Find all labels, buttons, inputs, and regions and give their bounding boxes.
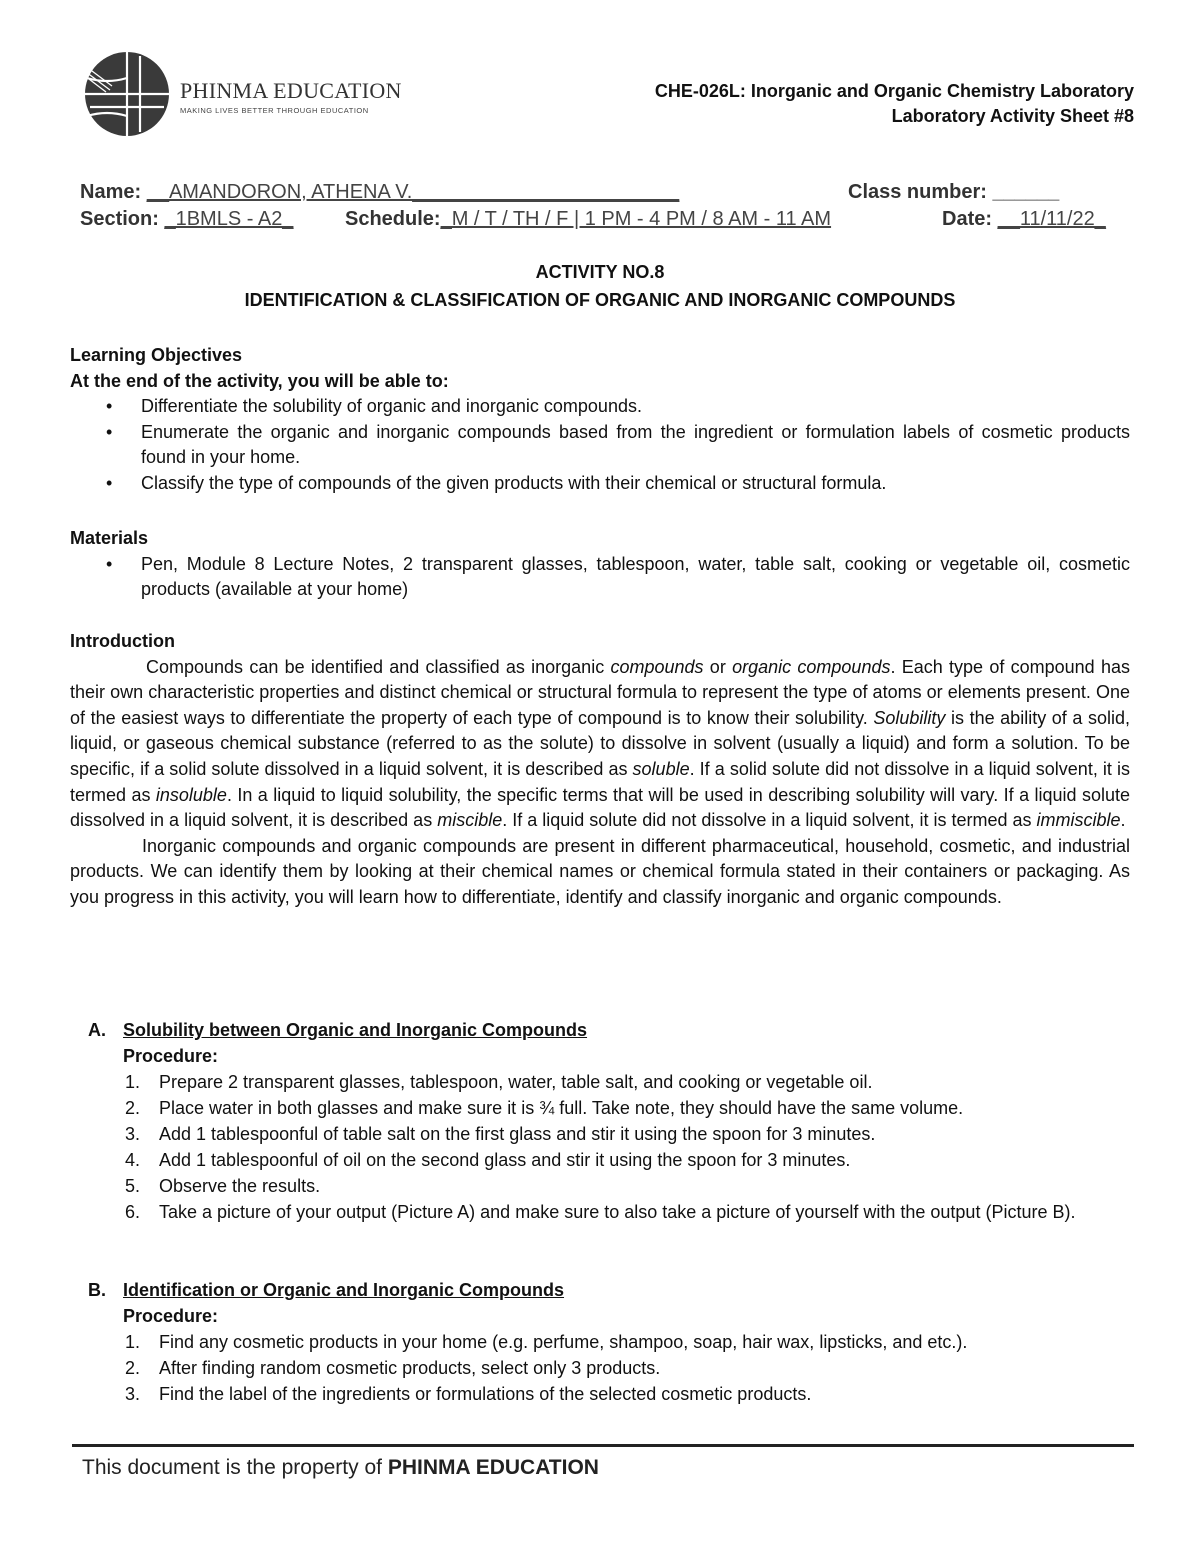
materials — [70, 526, 1130, 603]
list-item: 5. Observe the results. — [125, 1176, 321, 1196]
list-item: 4. Add 1 tablespoonful of oil on the second glass and stir it using the spoon for 3 minutes. — [125, 1150, 851, 1170]
introduction — [70, 629, 1130, 911]
list-item: • Differentiate the solubility of organic and inorganic compounds. — [70, 394, 1130, 420]
name-label: Name: — [80, 181, 142, 203]
class-number-field[interactable]: ______ — [992, 181, 1060, 203]
section-row — [80, 206, 293, 232]
footer-text: This document is the property of PHINMA EDUCATION — [82, 1456, 599, 1479]
class-number-row — [848, 179, 1059, 205]
brand-tagline: MAKING LIVES BETTER THROUGH EDUCATION — [180, 106, 369, 115]
section-a-steps — [88, 1069, 1130, 1225]
bullet-icon: • — [106, 396, 113, 417]
list-item: 3. Add 1 tablespoonful of table salt on the first glass and stir it using the spoon for 3 minutes. — [125, 1124, 876, 1144]
sheet-title: Laboratory Activity Sheet #8 — [891, 106, 1134, 126]
list-item: 2. Place water in both glasses and make sure it is ¾ full. Take note, they should have the same volume. — [125, 1098, 964, 1118]
date-field[interactable]: __11/11/22_ — [997, 208, 1106, 230]
section-a — [88, 1017, 1130, 1225]
materials-heading: Materials — [70, 528, 149, 548]
introduction-heading: Introduction — [70, 631, 175, 651]
schedule-label: Schedule: — [345, 208, 441, 230]
section-b — [88, 1277, 1130, 1407]
brand-name: PHINMA EDUCATION — [180, 78, 402, 103]
section-a-procedure-label: Procedure: — [123, 1046, 219, 1066]
course-title: CHE-026L: Inorganic and Organic Chemistry Laboratory — [654, 81, 1134, 101]
section-a-heading: A. Solubility between Organic and Inorganic Compounds — [88, 1020, 588, 1040]
name-field[interactable]: __AMANDORON, ATHENA V.________________________ — [146, 181, 680, 203]
list-item: 6. Take a picture of your output (Picture A) and make sure to also take a picture of yourself with the output (Picture B). — [125, 1202, 1076, 1222]
schedule-row — [345, 206, 831, 232]
list-item: 1. Prepare 2 transparent glasses, tablespoon, water, table salt, and cooking or vegetable oil. — [125, 1072, 873, 1092]
bullet-icon: • — [106, 472, 113, 493]
date-row — [942, 206, 1106, 232]
footer-divider — [72, 1444, 1134, 1447]
objectives-list — [70, 394, 1130, 496]
section-b-procedure-label: Procedure: — [123, 1306, 219, 1326]
section-field[interactable]: _1BMLS - A2_ — [164, 208, 294, 230]
list-item: 2. After finding random cosmetic products, select only 3 products. — [125, 1358, 661, 1378]
objectives-lead: At the end of the activity, you will be able to: — [70, 370, 449, 391]
list-item: 1. Find any cosmetic products in your home (e.g. perfume, shampoo, soap, hair wax, lipsticks, and etc.). — [125, 1332, 968, 1352]
list-item: • Classify the type of compounds of the given products with their chemical or structural formula. — [70, 471, 1130, 497]
learning-objectives — [70, 343, 1130, 497]
schedule-field[interactable]: _M / T / TH / F | 1 PM - 4 PM / 8 AM - 11 AM — [440, 208, 832, 230]
materials-list — [70, 552, 1130, 603]
date-label: Date: — [942, 208, 993, 230]
introduction-paragraph-2: Inorganic compounds and organic compounds are present in different pharmaceutical, household, cosmetic, and industrial products. We can identify them by looking at their chemical names or chemical formula stated in their containers or packaging. As you progress in this activity, you will learn how to differentiate, identify and classify inorganic and organic compounds. — [70, 835, 1130, 907]
bullet-icon: • — [106, 421, 113, 442]
section-b-heading: B. Identification or Organic and Inorganic Compounds — [88, 1280, 565, 1300]
bullet-icon: • — [106, 553, 113, 574]
class-number-label: Class number: — [848, 181, 987, 203]
list-item: 3. Find the label of the ingredients or formulations of the selected cosmetic products. — [125, 1384, 812, 1404]
activity-title: IDENTIFICATION & CLASSIFICATION OF ORGANIC AND INORGANIC COMPOUNDS — [244, 290, 956, 310]
introduction-paragraph-1: Compounds can be identified and classified as inorganic compounds or organic compounds. Each type of compound has their own characteristic properties and distinct chemical or structural formula to represent the type of atoms or elements present. One of the easiest ways to differentiate the property of each type of compound is to know their solubility. Solubility is the ability of a solid, liquid, or gaseous chemical substance (referred to as the solute) to dissolve in solvent (usually a liquid) and form a solution. To be specific, if a solid solute dissolved in a liquid solvent, it is described as soluble. If a solid solute did not dissolve in a liquid solvent, it is termed as insoluble. In a liquid to liquid solubility, the specific terms that will be used in describing solubility will vary. If a liquid solute dissolved in a liquid solvent, it is described as miscible. If a liquid solute did not dissolve in a liquid solvent, it is termed as immiscible. — [70, 656, 1131, 831]
section-b-steps — [88, 1329, 1130, 1407]
list-item: • Pen, Module 8 Lecture Notes, 2 transparent glasses, tablespoon, water, table salt, cooking or vegetable oil, cosmetic products (available at your home) — [106, 553, 1130, 600]
list-item: • Enumerate the organic and inorganic compounds based from the ingredient or formulation labels of cosmetic products found in your home. — [106, 421, 1130, 468]
objectives-heading: Learning Objectives — [70, 345, 243, 365]
activity-number: ACTIVITY NO.8 — [535, 262, 665, 282]
section-label: Section: — [80, 208, 159, 230]
name-row — [80, 179, 679, 205]
logo-text — [180, 78, 402, 115]
